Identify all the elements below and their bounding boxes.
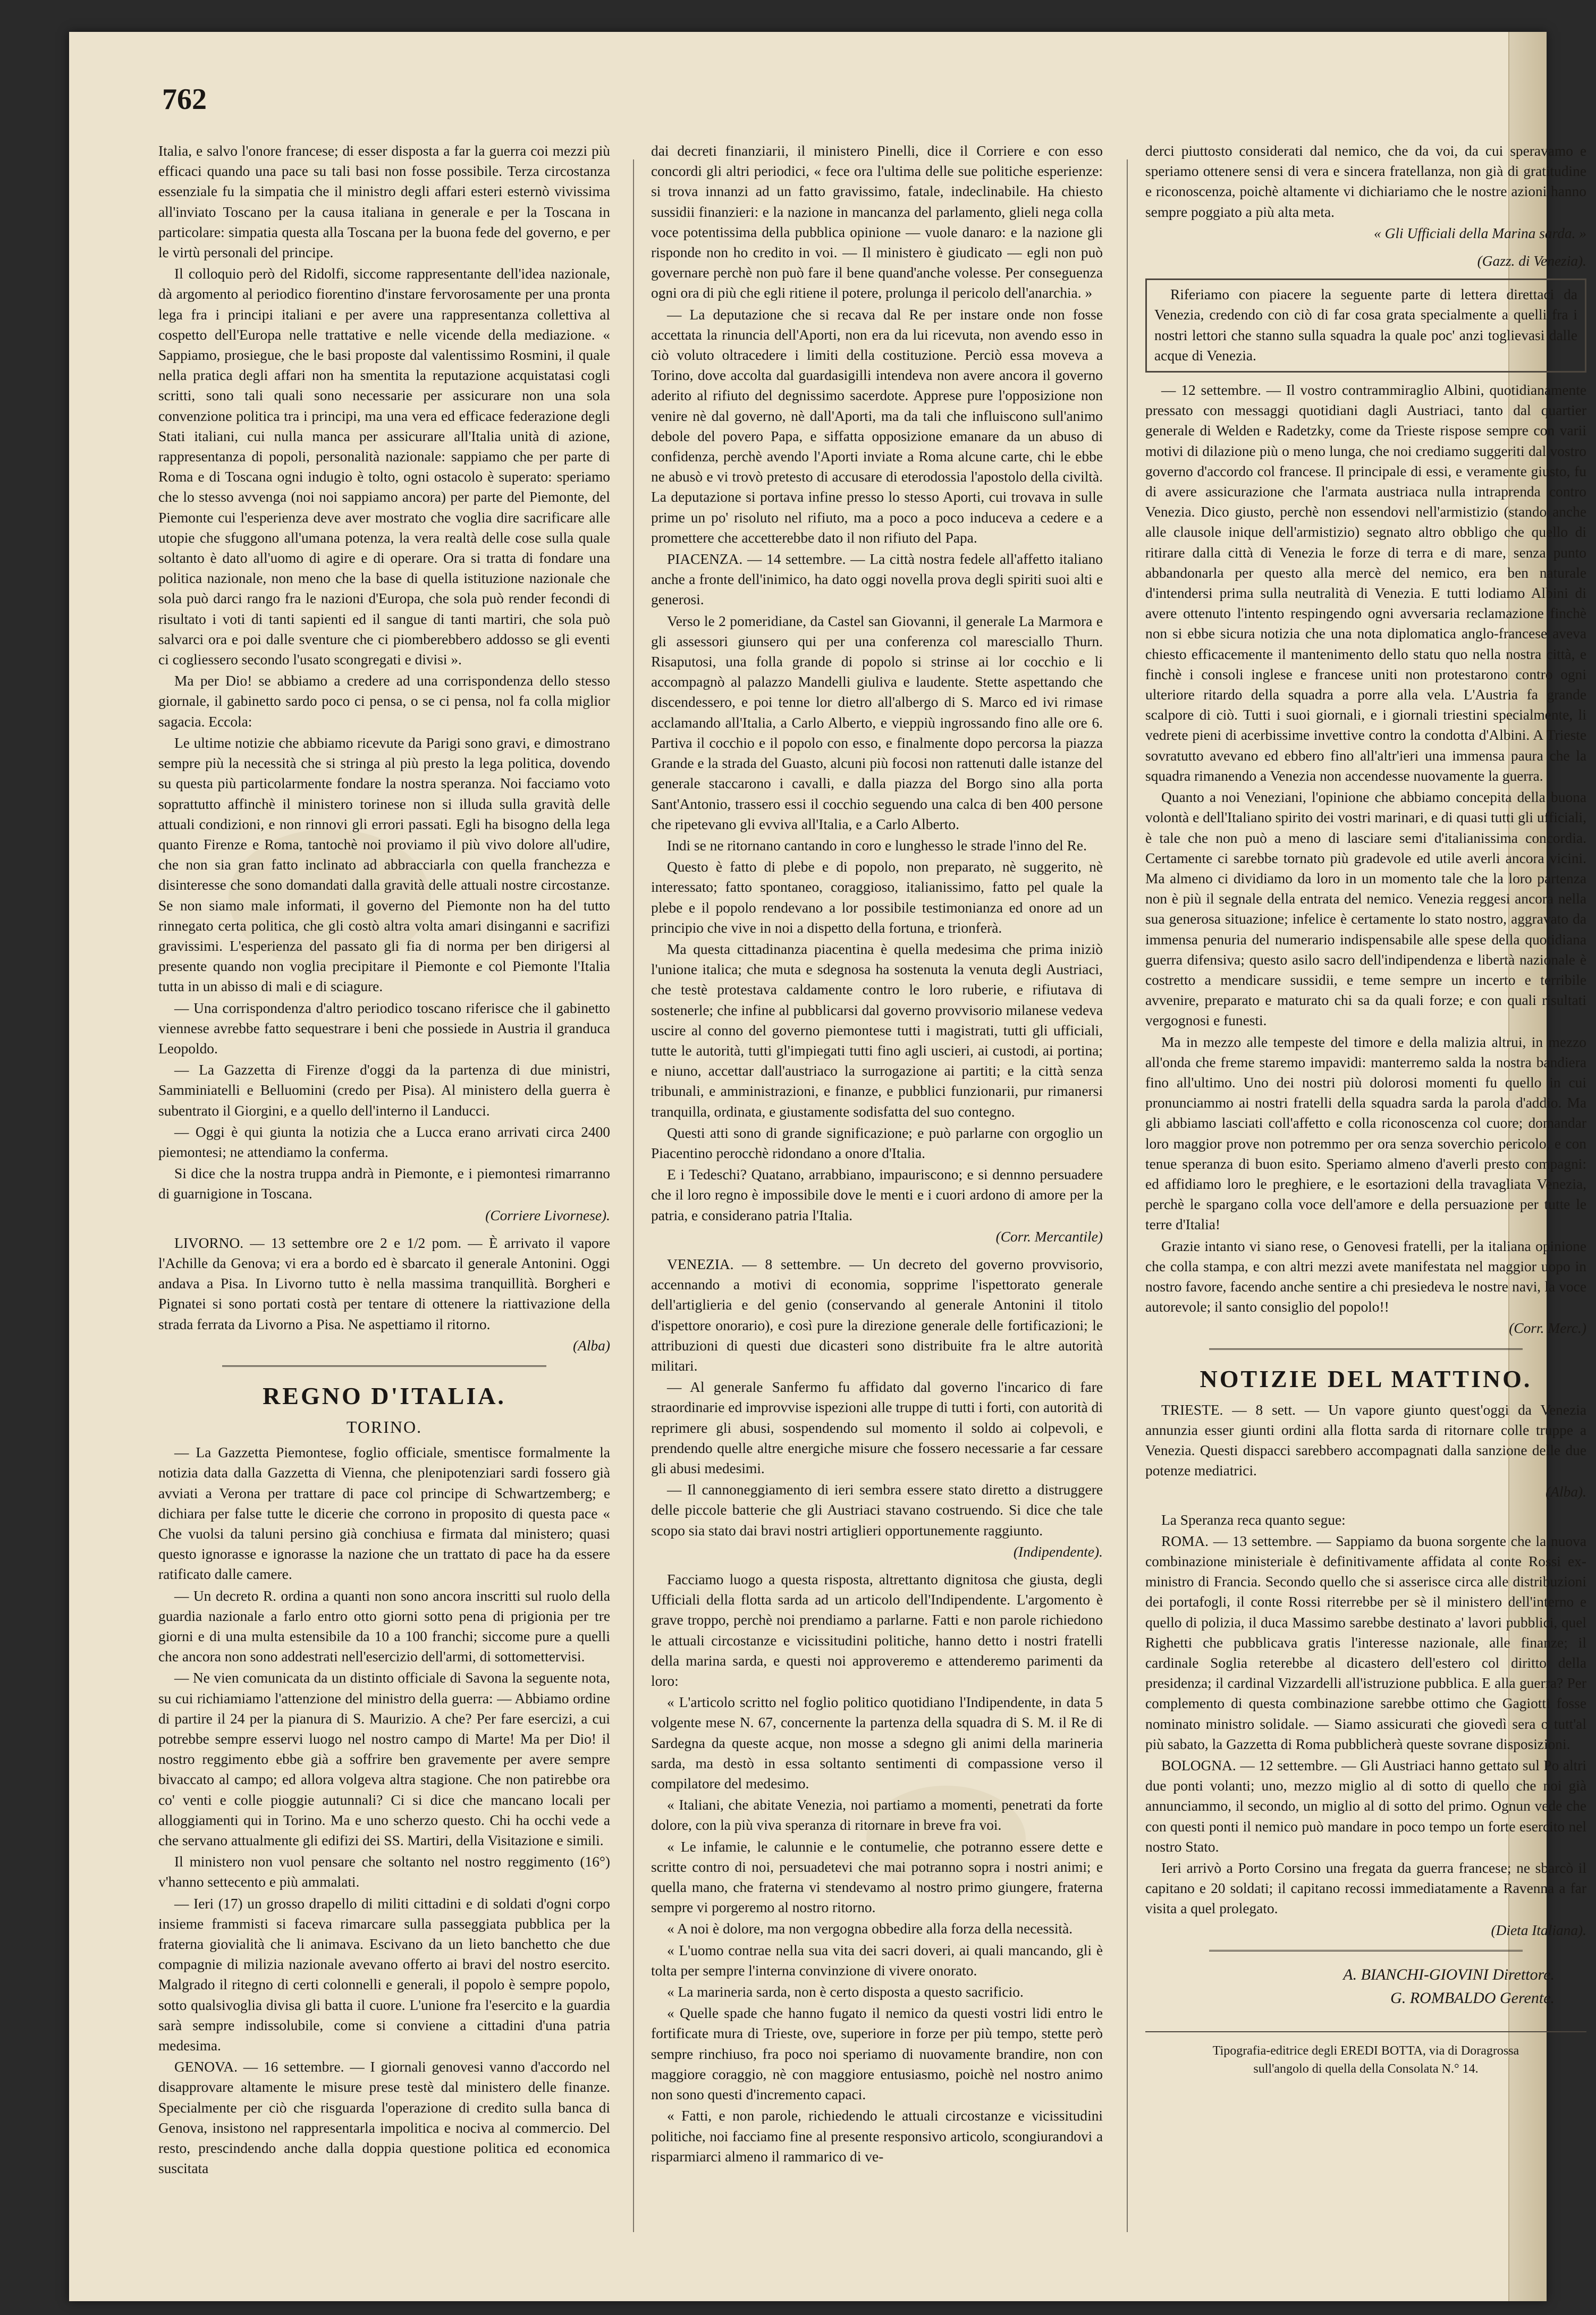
article-paragraph: Ma in mezzo alle tempeste del timore e della malizia altrui, in mezzo all'onda che freme staremo impavidi: manterremo salda la nostra bandiera fino all'ultimo. Uno dei nostri più dolorosi momenti fu quello in cui pronunciammo ai nostri fratelli della squadra sarda la parola d'addio. Ma gli abbiamo lasciati coll'affetto e colla riconoscenza col cuore; domandar loro maggior prove non potremmo per ora senza soverchio pericolo, e con tenue speranza di buon esito. Speriamo almeno d'averli presto compagni: ed affidiamo loro le preghiere, e le esortazioni della travagliata Venezia, perchè le spargano colla voce dell'amore e della persuazione per tutte le terre d'Italia! bbox=[1145, 1034, 1586, 1233]
article-paragraph: Italia, e salvo l'onore francese; di esser disposta a far la guerra coi mezzi più efficaci quando una pace su tali basi non fosse possibile. Terza circostanza essenziale fu la simpatia che il ministro degli affari esteri esternò vivissima all'inviato Toscano per la causa italiana in generale e per la Toscana in particolare: simpatia questa alla Toscana per la buona fede del governo, e per le virtù personali del principe. bbox=[158, 143, 610, 261]
article-paragraph: Quanto a noi Veneziani, l'opinione che abbiamo concepita della buona volontà e dell'Italiano spirito dei vostri marinari, e di quasi tutti gli ufficiali, è tale che non può a meno di lasciare semi d'italianissima concordia. Certamente ci sarebbe tornato più gradevole ed utile averli ancora vicini. Ma almeno ci dividiamo da loro in un momento tale che la loro partenza non è più il segnale della entrata del nemico. Venezia reggesi ancora nella sua generosa situazione; infelice è certamente lo stato nostro, aggravato da immensa penuria del numerario indispensabile alle spese della quotidiana guerra difensiva; questo asilo sacro dell'indipendenza e libertà nazionale è costretto a mendicare sussidii, e teme sempre un incerto e terribile avvenire, preparato e maturato chi sa da quali forze; e con quali risultati vergognosi e funesti. bbox=[1145, 789, 1586, 1029]
boxed-notice bbox=[1145, 278, 1586, 373]
article-paragraph: E i Tedeschi? Quatano, arrabbiano, impauriscono; e si dennno persuadere che il loro regno è impossibile dove le menti e i cuori ardono di amore per la patria, e considerano patria l'Italia. bbox=[651, 1167, 1103, 1223]
source-attribution: (Alba). bbox=[1546, 1484, 1586, 1500]
article-paragraph: « L'articolo scritto nel foglio politico quotidiano l'Indipendente, in data 5 volgente mese N. 67, concernente la partenza della squadra di S. M. il Re di Sardegna da queste acque, non mosse a sdegno gli animi della marineria sarda, ma destò in essa soltanto sentimenti di compassione verso il compilatore del medesimo. bbox=[651, 1694, 1103, 1792]
newspaper-page bbox=[69, 32, 1586, 2301]
column-2 bbox=[651, 141, 1103, 2235]
article-paragraph: « Quelle spade che hanno fugato il nemico da questi vostri lidi entro le fortificate mura di Trieste, ove, superiore in forze per più tempo, stette però sempre rinchiuso, fra poco noi speriamo di nuovamente brandire, non con maggiore coraggio, nè con maggiore entusiasmo, poichè nel nostro animo non sono questi d'incremento capaci. bbox=[651, 2005, 1103, 2103]
article-paragraph: dai decreti finanziarii, il ministero Pinelli, dice il Corriere e con esso concordi gli altri periodici, « fece ora l'ultima delle sue politiche esperienze: si trova innanzi ad un fatto gravissimo, fatale, indeclinabile. Ha chiesto sussidii finanzieri: e la nazione in mancanza del parlamento, glieli nega colla voce potentissima della pubblica opinione — vuole danaro: e la nazione gli risponde non ho credito in voi. — Il ministero è giudicato — egli non può governare perchè non può fare il bene quand'anche volesse. Per conseguenza ogni ora di più che egli ritiene il potere, prolunga il pericolo dell'anarchia. » bbox=[651, 143, 1103, 301]
article-paragraph: « L'uomo contrae nella sua vita dei sacri doveri, ai quali mancando, gli è tolta per sempre l'interna convinzione di vivere onorato. bbox=[651, 1942, 1103, 1979]
article-paragraph: « Le infamie, le calunnie e le contumelie, che potranno essere dette e scritte contro di noi, persuadetevi che mai potranno sopra i nostri animi; e quella mano, che fraterna vi stendevamo al nostro primo giungere, fraterna sempre vi porgeremo al nostro ritorno. bbox=[651, 1838, 1103, 1916]
article-paragraph: Si dice che la nostra truppa andrà in Piemonte, e i piemontesi rimarranno di guarnigione in Toscana. bbox=[158, 1165, 610, 1202]
article-paragraph: Grazie intanto vi siano rese, o Genovesi fratelli, per la italiana opinione che colla stampa, e con altri mezzi avete manifestata nel maggior uopo in nostro favore, facendo anche sentire a chi presiedeva le nostre navi, la voce autorevole; il santo consiglio del popolo!! bbox=[1145, 1238, 1586, 1315]
article-paragraph: « Italiani, che abitate Venezia, noi partiamo a momenti, penetrati da forte dolore, con la più viva speranza di ritornare in breve fra voi. bbox=[651, 1797, 1103, 1834]
section-rule bbox=[1209, 1348, 1523, 1350]
section-rule bbox=[1209, 1950, 1523, 1951]
article-paragraph: Facciamo luogo a questa risposta, altrettanto dignitosa che giusta, degli Ufficiali della flotta sarda ad un articolo dell'Indipendente. L'argomento è grave troppo, perchè noi prendiamo a parlarne. Fatti e non parole richiedono le attuali circostanze e vicissitudini politiche, hanno detto i nostri fratelli della marina sarda, e questi noi approveremo e attenderemo parimenti da loro: bbox=[651, 1572, 1103, 1689]
article-paragraph: Il ministero non vuol pensare che soltanto nel nostro reggimento (16°) v'hanno settecento e più ammalati. bbox=[158, 1854, 610, 1890]
source-attribution: (Dieta Italiana). bbox=[1491, 1922, 1586, 1938]
director-line: A. BIANCHI-GIOVINI Direttore. bbox=[1343, 1965, 1555, 1983]
city-heading: TORINO. bbox=[346, 1417, 423, 1437]
article-paragraph: « Fatti, e non parole, richiedendo le attuali circostanze e vicissitudini politiche, noi facciamo fine al presente responsivo articolo, scongiurandovi a risparmiarci almeno il rammarico di ve- bbox=[651, 2108, 1103, 2165]
article-paragraph: — Un decreto R. ordina a quanti non sono ancora inscritti sul ruolo della guardia nazionale a farlo entro otto giorni sotto pena di prigionia per tre giorni e di una multa estensibile da 10 a 100 franchi; siccome pure a quelli che ancora non sono addestrati nell'esercizio dell'armi, di sottomettervisi. bbox=[158, 1587, 610, 1665]
article-paragraph: Ieri arrivò a Porto Corsino una fregata da guerra francese; ne sbarcò il capitano e 20 soldati; il capitano recossi immediatamente a Ravenna a far visita a quel prolegato. bbox=[1145, 1860, 1586, 1917]
credits bbox=[1145, 1963, 1586, 2010]
column-divider bbox=[1127, 159, 1128, 2232]
printer-footer bbox=[1145, 2031, 1586, 2078]
article-paragraph: — Ieri (17) un grosso drapello di militi cittadini e di soldati d'ogni corpo insieme frammisti si faceva rimarcare sulla passeggiata pubblica per la fraterna giovialità che li animava. Escivano da un lieto banchetto che due compagnie di milizia nazionale avevano offerto ai bravi del nostro esercito. Malgrado il ritegno di certi colonnelli e generali, il popolo è sempre popolo, sotto qualsivoglia divisa gli batta il cuore. L'unione fra l'esercito e la guardia sarà sempre indissolubile, come si conviene a cittadini d'una patria medesima. bbox=[158, 1895, 610, 2054]
signature: « Gli Ufficiali della Marina sarda. » bbox=[1374, 225, 1586, 241]
column-3 bbox=[1145, 141, 1586, 2235]
source-attribution: (Corr. Mercantile) bbox=[995, 1228, 1103, 1245]
page-number: 762 bbox=[162, 83, 207, 116]
news-item-trieste: TRIESTE. — 8 sett. — Un vapore giunto quest'oggi da Venezia annunzia esser giunti ordini alla flotta sarda di ritornare colle truppe a Venezia. Questi dispacci sarebbero accompagnati dalla sanzione delle due potenze mediatrici. bbox=[1145, 1401, 1586, 1479]
article-paragraph: Questi atti sono di grande significazione; e può parlarne con orgoglio un Piacentino perocchè ridondano a onore d'Italia. bbox=[651, 1125, 1103, 1161]
source-attribution: (Alba) bbox=[573, 1337, 610, 1354]
article-paragraph: — La Gazzetta Piemontese, foglio officiale, smentisce formalmente la notizia data dalla Gazzetta di Vienna, che plenipotenziari sardi fossero già avviati a Verona per trattare di pace col principe di Schwartzemberg; e dichiara per false tutte le dicerie che corrono in proposito di questa pace « Che vuolsi da taluni persino già conchiusa e firmata dal ministero; quasi questo ignorasse e ignorasse la nazione che un trattato di pace ha da essere ratificato dalle camere. bbox=[158, 1444, 610, 1583]
article-paragraph: Le ultime notizie che abbiamo ricevute da Parigi sono gravi, e dimostrano sempre più la necessità che si stringa al più presto la lega politica, dovendo su questa più particolarmente fondare la nostra speranza. Noi facciamo voto soprattutto affinchè il ministero torinese non si illuda sulla gravità delle attuali condizioni, e non rinnovi gli errori passati. Egli ha bisogno della lega quanto Firenze e Roma, tantochè noi proviamo il più vivo dolore all'udire, che non sia gran fatto inclinato ad abbracciarla con quella franchezza e disinteresse che sono domandati dalla gravità delle attuali nostre circostanze. Se non siamo male informati, il governo del Piemonte non ha del tutto rinnegato certa politica, che gli costò altra volta amari disinganni e sacrifizi gravissimi. L'esperienza del passato gli fia di norma per ben dirigersi al presente quando non voglia precipitare il Piemonte e col Piemonte l'Italia tutta in un abisso di mali e di sciagure. bbox=[158, 734, 610, 995]
notice-text: Riferiamo con piacere la seguente parte di lettera direttaci da Venezia, credendo con ciò di far cosa grata specialmente a quelli fra i nostri lettori che stanno sulla squadra la quale poc' anzi toglievasi dalle acque di Venezia. bbox=[1154, 286, 1577, 364]
source-attribution: (Corr. Merc.) bbox=[1509, 1320, 1586, 1337]
article-paragraph: — La Gazzetta di Firenze d'oggi da la partenza di due ministri, Samminiatelli e Belluomini (credo per Pisa). Al ministero della guerra è subentrato il Giorgini, e a quello dell'interno il Landucci. bbox=[158, 1062, 610, 1119]
article-paragraph: Ma questa cittadinanza piacentina è quella medesima che prima iniziò l'unione italica; che muta e sdegnosa ha sostenuta la venuta degli Austriaci, che testè protestava caldamente contro le loro ruberie, e rifiutava di sostenerle; che infine al pubblicarsi dal governo provvisorio milanese vedeva uscire al conno del governo piemontese tutti i magistrati, tutti gli ufficiali, tutte le autorità, tutti gl'impiegati tutti fino agli uscieri, ai custodi, ai portina; e niuno, accettar dall'austriaco la surrogazione ai partiti; e la città senza tribunali, e amministrazioni, e finanze, e pubblici funzionarii, pur rimanersi tranquilla, ordinata, e giustamente sodisfatta del suo contegno. bbox=[651, 941, 1103, 1120]
printer-line-2: sull'angolo di quella della Consolata N.° 14. bbox=[1253, 2061, 1479, 2076]
news-item-piacenza: PIACENZA. — 14 settembre. — La città nostra fedele all'affetto italiano anche a fronte dell'inimico, ha dato oggi novella prova degli spiriti suoi alti e generosi. bbox=[651, 551, 1103, 608]
news-item-livorno: LIVORNO. — 13 settembre ore 2 e 1/2 pom. — È arrivato il vapore l'Achille da Genova; vi era a bordo ed è sbarcato il generale Antonini. Oggi andava a Pisa. In Livorno tutto è nella massima tranquillità. Borgheri e Pignatei si sono portati costà per tentare di ottenere la riattivazione della strada ferrata da Livorno a Pisa. Ne aspettiamo il ritorno. bbox=[158, 1235, 610, 1332]
column-1 bbox=[158, 141, 610, 2235]
article-paragraph: « A noi è dolore, ma non vergogna obbedire alla forza della necessità. bbox=[667, 1921, 1073, 1937]
article-paragraph: — Ne vien comunicata da un distinto officiale di Savona la seguente nota, su cui richiamiamo l'attenzione del ministro della guerra: — Abbiamo ordine di partire il 24 per la pianura di S. Maurizio. A che? Per fare esercizi, a cui potrebbe sempre esservi luogo nel nostro campo di Marte! Ma per Dio! il nostro reggimento ebbe già a soffrire ben gravemente per avere sempre bivaccato al campo; ed allora volgeva altra stagione. Che non patirebbe ora co' venti e colle pioggie autunnali? Ci si dice che mancano locali per alloggiamenti qui in Torino. Ma e uno scherzo questo. Chi ha occhi vede a che servano attualmente gli edifizi dei SS. Martiri, della Visitazione e simili. bbox=[158, 1670, 610, 1849]
source-attribution: (Corriere Livornese). bbox=[485, 1207, 610, 1223]
article-paragraph: derci piuttosto considerati dal nemico, che da voi, da cui speravamo e speriamo ottenere sensi di vera e sincera fratellanza, non già di gratitudine e riconoscenza, poichè altamente vi dichiariamo che le nostre azioni hanno sempre poggiato a più alta meta. bbox=[1145, 143, 1586, 220]
article-paragraph: Questo è fatto di plebe e di popolo, non preparato, nè suggerito, nè interessato; fatto spontaneo, coraggioso, italianissimo, fatto pel quale la plebe e il popolo rendevano a lor possibile testimonianza ed onore ad un principio che vive in noi a dispetto della fortuna, e trionferà. bbox=[651, 859, 1103, 936]
source-attribution: (Gazz. di Venezia). bbox=[1477, 253, 1586, 269]
article-paragraph: Ma per Dio! se abbiamo a credere ad una corrispondenza dello stesso giornale, il gabinetto sardo poco ci pensa, o se ci pensa, nol fa colla miglior sagacia. Eccola: bbox=[158, 673, 610, 730]
article-paragraph: — 12 settembre. — Il vostro contrammiraglio Albini, quotidianamente pressato con messaggi quotidiani dagli Austriaci, tanto dal quartier generale di Welden e Radetzky, come da Trieste rispose sempre con varii motivi di dilazione più o meno lunga, che noi crediamo suggeriti dal vostro governo d'accordo col francese. Il principale di essi, e veramente giusto, fu di avere assicurazione che l'armata austriaca nulla intraprenda contro Venezia. Dico giusto, perchè non essendovi nell'armistizio (stando anche alle clausole inique dell'armistizio) segnato altro obbligo che quello di ritirare dalla città di Venezia le forze di terra e di mare, senza punto abbandonarla per questo alla mercè del nemico, era ben naturale d'intendersi prima sulla neutralità di Venezia. E tutti lodiamo Albini di avere ottenuto l'intento respingendo ogni avversaria reclamazione finchè non si ebbe sicura notizia che una nota diplomatica anglo-francese aveva chiesto efficacemente il mantenimento dello statu quo nella nostra città, e finchè i consoli inglese e francese uniti non protestarono contro ogni ulteriore ritardo della squadra a porre alla vela. L'Austria fa grande scalpore di ciò. Tutti i suoi giornali, e i giornali triestini specialmente, li vedrete pieni di acerbissime invettive contro la condotta d'Albini. A Trieste sovratutto avevano ed ebbero fino all'altr'ieri una immensa paura che la squadra rimanendo a Venezia non accendesse nuovamente la guerra. bbox=[1145, 382, 1586, 784]
news-item-roma: ROMA. — 13 settembre. — Sappiamo da buona sorgente che la nuova combinazione ministeriale è definitivamente affidata al conte Rossi ex-ministro di Francia. Secondo quello che si asserisce circa alle distribuzioni dei portafogli, il conte Rossi riterrebbe per sè il ministero dell'interno e quello di polizia, il duca Massimo sarebbe destinato a' lavori pubblici, quel Righetti che pubblicava gratis l'interesse nazionale, alle finanze; il cardinale Soglia reterebbe al dicastero dell'estero col diritto della presidenza; il cardinal Vizzardelli all'istruzione pubblica. E alla guerra? Per complemento di questa combinazione sarebbe ottimo che Gagiotti fosse nominato ministro solidale. — Siamo assicurati che giovedì sera o tutt'al più sabato, la Gazzetta di Roma pubblicherà queste sovrane disposizioni. bbox=[1145, 1533, 1586, 1752]
article-paragraph: — Il cannoneggiamento di ieri sembra essere stato diretto a distruggere delle piccole batterie che gli Austriaci stavano costruendo. Si dice che tale scopo sia stato dai bravi nostri artiglieri opportunemente raggiunto. bbox=[651, 1482, 1103, 1539]
article-paragraph: « La marineria sarda, non è certo disposta a questo sacrificio. bbox=[667, 1984, 1024, 2000]
news-item-bologna: BOLOGNA. — 12 settembre. — Gli Austriaci hanno gettato sul Po altri due ponti volanti; uno, mezzo miglio al di sotto di quello che noi già annunciammo, il secondo, un miglio al di sotto del primo. Ognun vede che con questi ponti il nemico può mandare in poco tempo un forte esercito nel nostro Stato. bbox=[1145, 1758, 1586, 1855]
section-title-regno: REGNO D'ITALIA. bbox=[263, 1382, 506, 1409]
article-paragraph: — Una corrispondenza d'altro periodico toscano riferisce che il gabinetto viennese avrebbe fatto sequestrare i beni che possiede in Austria il granduca Leopoldo. bbox=[158, 1000, 610, 1057]
printer-line-1: Tipografia-editrice degli EREDI BOTTA, via di Doragrossa bbox=[1212, 2043, 1519, 2058]
column-divider bbox=[633, 159, 634, 2232]
manager-line: G. ROMBALDO Gerente. bbox=[1390, 1989, 1555, 2007]
article-paragraph: Indi se ne ritornano cantando in coro e lunghesso le strade l'inno del Re. bbox=[667, 837, 1087, 854]
section-rule bbox=[222, 1365, 546, 1367]
article-paragraph: Verso le 2 pomeridiane, da Castel san Giovanni, il generale La Marmora e gli assessori giunsero qui per una conferenza col maresciallo Thurn. Risaputosi, una folla grande di popolo si strinse ai lor cocchio e li accompagnò al palazzo Mandelli giuliva e laudente. Stette aspettando che discendessero, e poi tenne lor dietro all'albergo di S. Marco ed ivi rimase acclamando all'Italia, a Carlo Alberto, e vieppiù ingrossando fino alle ore 6. Partiva il cocchio e il popolo con esso, e finalmente dopo percorsa la piazza Grande e la strada del Guasto, alcuni più focosi non rattenuti dalle istanze del generale staccarono i cavalli, e dalla piazza del Borgo sino alla porta Sant'Antonio, trassero essi il cocchio seguendo una calca di ben 400 persone che ripetevano gli evviva all'Italia, e a Carlo Alberto. bbox=[651, 613, 1103, 832]
article-paragraph: — La deputazione che si recava dal Re per instare onde non fosse accettata la rinuncia dell'Aporti, non era da lui ricevuta, non avendo esso in ciò voluto oltracedere i limiti della costituzione. Perciò essa moveva a Torino, dove accolta dal guardasigilli intendeva non avere ancora il governo aderito al rifiuto del degnissimo sacerdote. Apprese pure l'opposizione non venire nè dal governo, nè dall'Aporti, ma da tali che influiscono sull'animo debole del povero Papa, e siffatta opposizione emanare da un abuso di confidenza, perchè avendo l'Aporti inviate a Roma alcune carte, chi le ebbe ne abusò e vi trovò pretesto di accusare di eterodossia l'apostolo della civiltà. La deputazione si portava infine presso lo stesso Aporti, cui trovava in sulle prime un po' risoluto nel rifiuto, ma a poco a poco induceva a cedere e a promettere che accetterebbe dato il non rifiuto del Papa. bbox=[651, 306, 1103, 546]
article-paragraph: — Al generale Sanfermo fu affidato dal governo l'incarico di fare straordinarie ed improvvise ispezioni alle truppe di tutti i forti, con autorità di reprimere gli abusi, sospendendo sul momento il soldo ai colpevoli, e prendendo quelle altre energiche misure che fossero necessarie a far cessare gli abusi medesimi. bbox=[651, 1379, 1103, 1476]
news-item-venezia: VENEZIA. — 8 settembre. — Un decreto del governo provvisorio, accennando a motivi di economia, sopprime l'ispettorato generale dell'artiglieria e del genio (conservando al generale Antonini il titolo d'ispettore onorario), e così pure la direzione generale delle fortificazioni; le attribuzioni di questi due dicasteri sono distribuite fra le altre autorità militari. bbox=[651, 1256, 1103, 1374]
source-attribution: (Indipendente). bbox=[1013, 1543, 1103, 1560]
news-item-genova: GENOVA. — 16 settembre. — I giornali genovesi vanno d'accordo nel disapprovare altamente le misure prese testè dal ministero delle finanze. Specialmente per ciò che risguarda l'operazione di credito sulla banca di Genova, insistono nel rappresentarla impolitica e nociva al commercio. Del resto, prescindendo anche dalla doppia questione politica ed economica suscitata bbox=[158, 2059, 610, 2177]
article-paragraph: Il colloquio però del Ridolfi, siccome rappresentante dell'idea nazionale, dà argomento al periodico fiorentino d'instare fervorosamente per una pronta lega fra i principi italiani e per avere una rappresentanza collettiva al cospetto dell'Europa nelle trattative e nelle vicende della mediazione. « Sappiamo, prosiegue, che le basi proposte dal valentissimo Rosmini, il quale nella pratica degli affari non ha smentita la reputazione acquistatasi cogli scritti, sono tali quali sono necessarie per assicurare non una sola convenzione politica tra i principi, ma una vera ed efficace federazione degli Stati italiani, cui nulla manca per assicurare all'Italia unità di azione, rappresentanza di popoli, personalità nazionale: sappiamo che per parte di Roma e di Toscana ogni indugio è tolto, ogni ostacolo è superato: speriamo che lo stesso avvenga (noi noi sappiamo ancora) per parte del Piemonte, del Piemonte cui l'esperienza deve aver mostrato che voglia dire sacrificare alle utopie che sfuggono all'umana potenza, la vera realtà delle cose sulla quale soltanto è dato all'uomo di agire e di operare. Ora si tratta di fondare una politica nazionale, non meno che la base di quella istituzione nazionale che sola può darci rango fra le nazioni d'Europa, che sola può render fecondi di risultato i voti di tanti sapienti ed il sangue di tanti martiri, che sola può salvarci ora e poi dalle sventure che ci piomberebbero addosso se gli eventi ci cogliessero secondo l'usato scongregati e divisi ». bbox=[158, 266, 610, 668]
section-title-notizie: NOTIZIE DEL MATTINO. bbox=[1200, 1365, 1532, 1392]
article-paragraph: La Speranza reca quanto segue: bbox=[1161, 1511, 1346, 1528]
article-paragraph: — Oggi è qui giunta la notizia che a Lucca erano arrivati circa 2400 piemontesi; ne attendiamo la conferma. bbox=[158, 1123, 610, 1160]
